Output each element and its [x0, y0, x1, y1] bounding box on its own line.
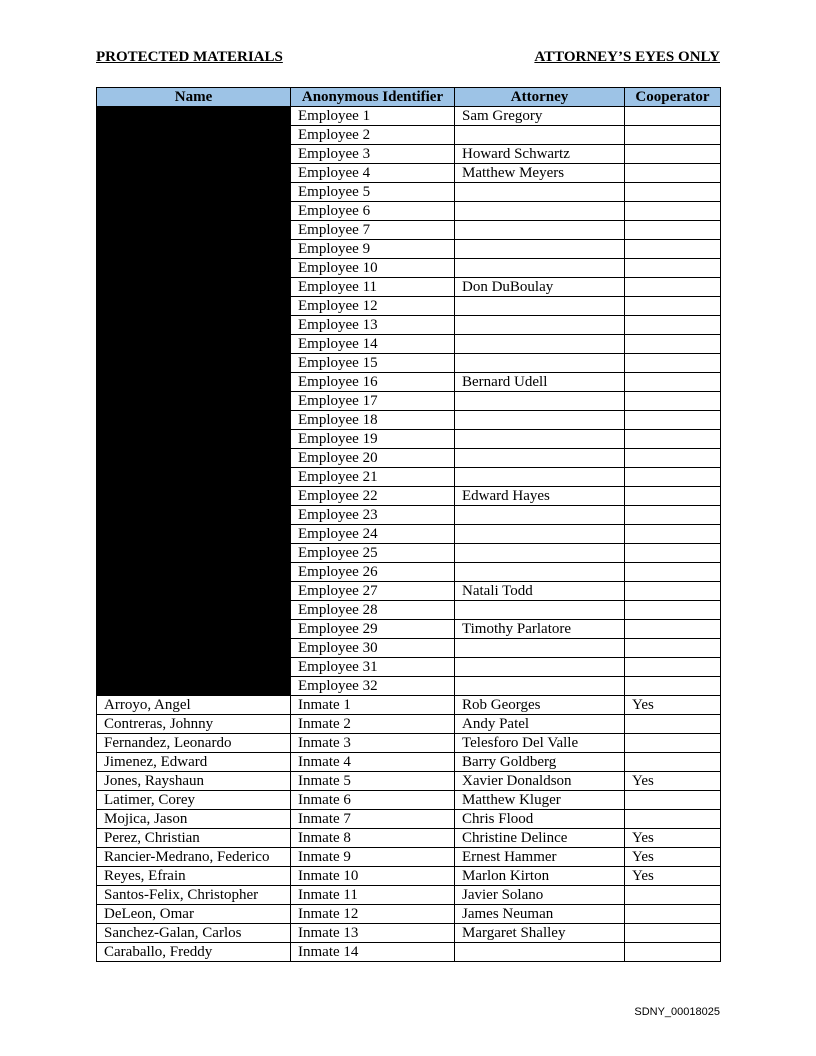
cell-cooperator: [625, 183, 721, 202]
cell-cooperator: [625, 601, 721, 620]
cell-attorney: Sam Gregory: [455, 107, 625, 126]
table-header-row: [97, 88, 721, 107]
cell-attorney: [455, 411, 625, 430]
cell-attorney: [455, 525, 625, 544]
cell-identifier: Employee 2: [291, 126, 455, 145]
cell-identifier: Employee 27: [291, 582, 455, 601]
cell-cooperator: [625, 430, 721, 449]
cell-identifier: Employee 18: [291, 411, 455, 430]
cell-attorney: Telesforo Del Valle: [455, 734, 625, 753]
cell-cooperator: [625, 886, 721, 905]
cell-identifier: Employee 29: [291, 620, 455, 639]
cell-identifier: Inmate 12: [291, 905, 455, 924]
cell-cooperator: [625, 449, 721, 468]
cell-cooperator: [625, 525, 721, 544]
cell-cooperator: [625, 278, 721, 297]
cell-cooperator: [625, 164, 721, 183]
cell-attorney: Ernest Hammer: [455, 848, 625, 867]
cell-cooperator: [625, 563, 721, 582]
cell-identifier: Employee 10: [291, 259, 455, 278]
cell-identifier: Employee 12: [291, 297, 455, 316]
cell-attorney: [455, 544, 625, 563]
cell-cooperator: [625, 810, 721, 829]
cell-cooperator: [625, 240, 721, 259]
cell-cooperator: [625, 354, 721, 373]
bates-number: SDNY_00018025: [634, 1006, 720, 1018]
cell-attorney: [455, 202, 625, 221]
cell-name: Fernandez, Leonardo: [97, 734, 291, 753]
cell-cooperator: [625, 639, 721, 658]
cell-cooperator: Yes: [625, 867, 721, 886]
cell-cooperator: [625, 411, 721, 430]
cell-name: Mojica, Jason: [97, 810, 291, 829]
cell-attorney: Natali Todd: [455, 582, 625, 601]
table-row: [97, 772, 721, 791]
cell-cooperator: [625, 924, 721, 943]
cell-attorney: [455, 259, 625, 278]
cell-cooperator: [625, 487, 721, 506]
cell-attorney: Marlon Kirton: [455, 867, 625, 886]
cell-identifier: Employee 32: [291, 677, 455, 696]
cell-attorney: Xavier Donaldson: [455, 772, 625, 791]
cell-identifier: Employee 1: [291, 107, 455, 126]
cell-attorney: [455, 430, 625, 449]
cell-cooperator: [625, 544, 721, 563]
cell-identifier: Employee 20: [291, 449, 455, 468]
column-header-cooperator: Cooperator: [625, 88, 721, 107]
cell-identifier: Employee 28: [291, 601, 455, 620]
cell-cooperator: [625, 373, 721, 392]
cell-attorney: Javier Solano: [455, 886, 625, 905]
cell-name: Sanchez-Galan, Carlos: [97, 924, 291, 943]
cell-cooperator: [625, 259, 721, 278]
cell-identifier: Inmate 14: [291, 943, 455, 962]
cell-name: Caraballo, Freddy: [97, 943, 291, 962]
cell-attorney: Timothy Parlatore: [455, 620, 625, 639]
cell-cooperator: [625, 335, 721, 354]
cell-attorney: Matthew Meyers: [455, 164, 625, 183]
cell-identifier: Employee 21: [291, 468, 455, 487]
cell-cooperator: [625, 468, 721, 487]
table-row: [97, 924, 721, 943]
table-row: [97, 734, 721, 753]
cell-cooperator: [625, 620, 721, 639]
cell-cooperator: [625, 145, 721, 164]
table-row: [97, 791, 721, 810]
cell-attorney: Don DuBoulay: [455, 278, 625, 297]
cell-cooperator: [625, 943, 721, 962]
cell-cooperator: [625, 791, 721, 810]
cell-attorney: [455, 639, 625, 658]
cell-identifier: Employee 31: [291, 658, 455, 677]
cell-identifier: Inmate 13: [291, 924, 455, 943]
cell-attorney: [455, 316, 625, 335]
cell-identifier: Inmate 6: [291, 791, 455, 810]
cell-attorney: Rob Georges: [455, 696, 625, 715]
cell-cooperator: [625, 221, 721, 240]
cell-name: Perez, Christian: [97, 829, 291, 848]
cell-attorney: [455, 126, 625, 145]
cell-attorney: Margaret Shalley: [455, 924, 625, 943]
cell-cooperator: [625, 107, 721, 126]
cell-attorney: Andy Patel: [455, 715, 625, 734]
cell-attorney: [455, 563, 625, 582]
cell-cooperator: [625, 297, 721, 316]
cell-cooperator: Yes: [625, 696, 721, 715]
cell-cooperator: [625, 582, 721, 601]
cell-attorney: [455, 943, 625, 962]
cell-cooperator: [625, 506, 721, 525]
cell-cooperator: [625, 658, 721, 677]
cell-cooperator: [625, 753, 721, 772]
cell-attorney: [455, 392, 625, 411]
cell-identifier: Employee 17: [291, 392, 455, 411]
cell-attorney: [455, 354, 625, 373]
cell-name: Jimenez, Edward: [97, 753, 291, 772]
table-row: [97, 886, 721, 905]
column-header-attorney: Attorney: [455, 88, 625, 107]
cell-name: Reyes, Efrain: [97, 867, 291, 886]
cell-identifier: Employee 24: [291, 525, 455, 544]
cell-identifier: Employee 22: [291, 487, 455, 506]
cell-cooperator: [625, 392, 721, 411]
cell-attorney: [455, 221, 625, 240]
cell-identifier: Inmate 4: [291, 753, 455, 772]
cell-identifier: Inmate 10: [291, 867, 455, 886]
table-row: [97, 943, 721, 962]
table-row: [97, 810, 721, 829]
cell-attorney: [455, 183, 625, 202]
cell-attorney: Edward Hayes: [455, 487, 625, 506]
cell-identifier: Inmate 7: [291, 810, 455, 829]
cell-identifier: Employee 5: [291, 183, 455, 202]
cell-attorney: Barry Goldberg: [455, 753, 625, 772]
cell-attorney: [455, 677, 625, 696]
table-row: [97, 715, 721, 734]
protected-materials-heading: PROTECTED MATERIALS: [96, 49, 283, 65]
cell-attorney: [455, 506, 625, 525]
column-header-name: Name: [97, 88, 291, 107]
cell-identifier: Employee 13: [291, 316, 455, 335]
attorneys-eyes-only-heading: ATTORNEY’S EYES ONLY: [534, 49, 720, 65]
cell-cooperator: [625, 715, 721, 734]
cell-identifier: Employee 14: [291, 335, 455, 354]
cell-identifier: Employee 4: [291, 164, 455, 183]
cell-name: DeLeon, Omar: [97, 905, 291, 924]
cell-identifier: Employee 16: [291, 373, 455, 392]
cell-attorney: [455, 335, 625, 354]
cell-cooperator: Yes: [625, 829, 721, 848]
cell-identifier: Inmate 11: [291, 886, 455, 905]
cell-cooperator: [625, 677, 721, 696]
cell-identifier: Inmate 8: [291, 829, 455, 848]
table-body: [97, 107, 721, 962]
cell-attorney: Howard Schwartz: [455, 145, 625, 164]
table-row: [97, 829, 721, 848]
cell-attorney: [455, 449, 625, 468]
table-row: [97, 696, 721, 715]
cell-cooperator: [625, 126, 721, 145]
cell-identifier: Employee 30: [291, 639, 455, 658]
cell-attorney: [455, 468, 625, 487]
cell-attorney: Bernard Udell: [455, 373, 625, 392]
table-row: [97, 107, 721, 126]
cell-attorney: [455, 297, 625, 316]
cell-identifier: Employee 6: [291, 202, 455, 221]
cell-attorney: [455, 658, 625, 677]
defendants-table: [96, 87, 721, 962]
cell-identifier: Inmate 3: [291, 734, 455, 753]
cell-identifier: Employee 9: [291, 240, 455, 259]
cell-cooperator: [625, 316, 721, 335]
cell-identifier: Employee 26: [291, 563, 455, 582]
cell-attorney: James Neuman: [455, 905, 625, 924]
cell-identifier: Employee 11: [291, 278, 455, 297]
cell-identifier: Employee 23: [291, 506, 455, 525]
cell-cooperator: [625, 202, 721, 221]
cell-cooperator: [625, 905, 721, 924]
table-row: [97, 848, 721, 867]
cell-identifier: Employee 25: [291, 544, 455, 563]
cell-identifier: Employee 19: [291, 430, 455, 449]
cell-attorney: Christine Delince: [455, 829, 625, 848]
cell-name: Santos-Felix, Christopher: [97, 886, 291, 905]
redaction-block: [97, 107, 291, 696]
cell-name: Rancier-Medrano, Federico: [97, 848, 291, 867]
cell-identifier: Inmate 2: [291, 715, 455, 734]
column-header-identifier: Anonymous Identifier: [291, 88, 455, 107]
table-row: [97, 753, 721, 772]
cell-cooperator: [625, 734, 721, 753]
table-row: [97, 867, 721, 886]
cell-name: Arroyo, Angel: [97, 696, 291, 715]
cell-cooperator: Yes: [625, 772, 721, 791]
cell-identifier: Employee 7: [291, 221, 455, 240]
cell-attorney: [455, 240, 625, 259]
cell-identifier: Inmate 5: [291, 772, 455, 791]
table-row: [97, 905, 721, 924]
cell-name: Contreras, Johnny: [97, 715, 291, 734]
cell-attorney: Matthew Kluger: [455, 791, 625, 810]
cell-identifier: Inmate 1: [291, 696, 455, 715]
cell-identifier: Employee 3: [291, 145, 455, 164]
cell-attorney: [455, 601, 625, 620]
cell-attorney: Chris Flood: [455, 810, 625, 829]
cell-identifier: Employee 15: [291, 354, 455, 373]
cell-cooperator: Yes: [625, 848, 721, 867]
cell-name: Latimer, Corey: [97, 791, 291, 810]
cell-name: Jones, Rayshaun: [97, 772, 291, 791]
cell-identifier: Inmate 9: [291, 848, 455, 867]
